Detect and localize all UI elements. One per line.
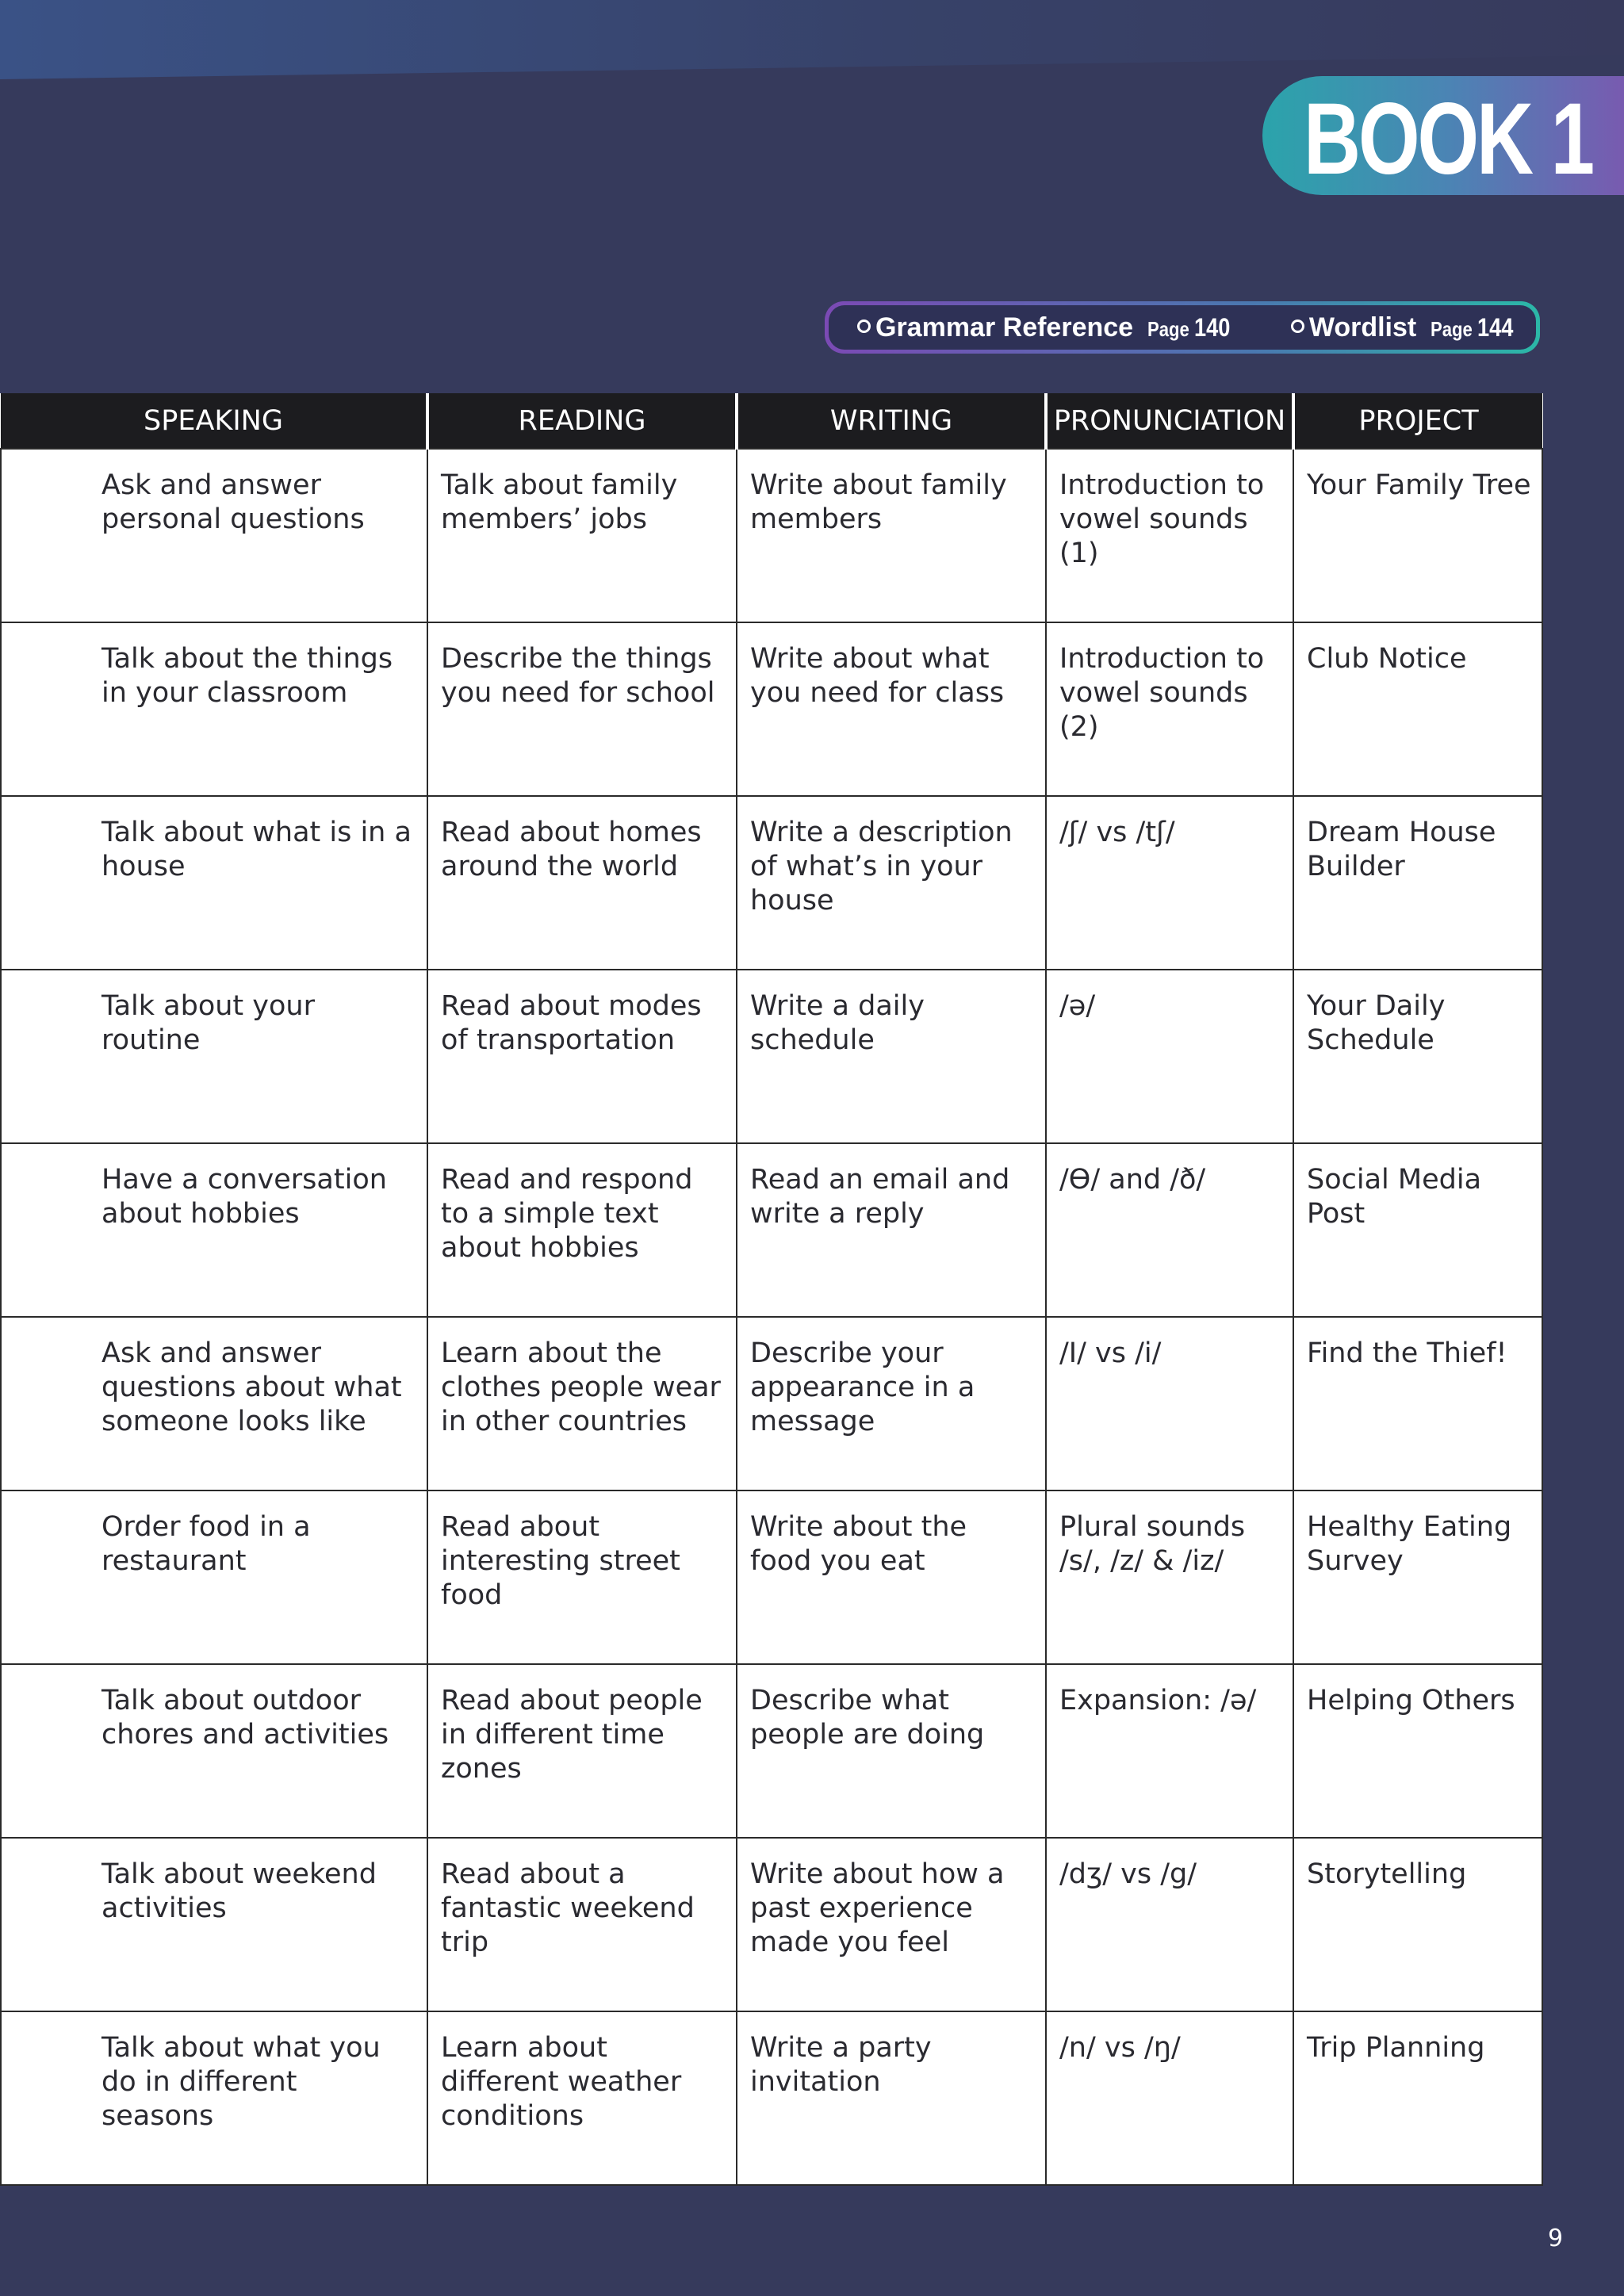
reference-bar-inner bbox=[829, 305, 1536, 350]
writing-cell: Describe your appearance in a message bbox=[737, 1317, 1046, 1490]
writing-cell: Read an email and write a reply bbox=[737, 1143, 1046, 1317]
book-title: BOOK 1 bbox=[1304, 82, 1593, 196]
syllabus-table bbox=[0, 393, 1543, 2186]
pronunciation-cell: /n/ vs /ŋ/ bbox=[1046, 2011, 1293, 2185]
grammar-reference-link[interactable] bbox=[857, 312, 1245, 343]
grammar-reference-label: Grammar Reference bbox=[875, 312, 1134, 342]
reading-cell: Read about modes of transportation bbox=[427, 970, 737, 1143]
writing-cell: Write about what you need for class bbox=[737, 622, 1046, 796]
project-cell: Dream House Builder bbox=[1293, 796, 1542, 970]
writing-cell: Write a party invitation bbox=[737, 2011, 1046, 2185]
speaking-cell: Talk about weekend activities bbox=[1, 1838, 427, 2011]
header-writing: WRITING bbox=[737, 393, 1046, 449]
pronunciation-cell: Plural sounds /s/, /z/ & /iz/ bbox=[1046, 1490, 1293, 1664]
project-cell: Find the Thief! bbox=[1293, 1317, 1542, 1490]
writing-cell: Write a daily schedule bbox=[737, 970, 1046, 1143]
speaking-cell: Talk about your routine bbox=[1, 970, 427, 1143]
header-reading: READING bbox=[427, 393, 737, 449]
reading-cell: Read about interesting street food bbox=[427, 1490, 737, 1664]
table-row bbox=[1, 2011, 1542, 2185]
reading-cell: Describe the things you need for school bbox=[427, 622, 737, 796]
wordlist-link[interactable] bbox=[1291, 312, 1528, 343]
pronunciation-cell: Introduction to vowel sounds (2) bbox=[1046, 622, 1293, 796]
project-cell: Helping Others bbox=[1293, 1664, 1542, 1838]
speaking-cell: Order food in a restaurant bbox=[1, 1490, 427, 1664]
project-cell: Trip Planning bbox=[1293, 2011, 1542, 2185]
table-row bbox=[1, 449, 1542, 622]
table-row bbox=[1, 622, 1542, 796]
table-row bbox=[1, 1838, 1542, 2011]
reading-cell: Read and respond to a simple text about hobbies bbox=[427, 1143, 737, 1317]
pronunciation-cell: /Ɵ/ and /ð/ bbox=[1046, 1143, 1293, 1317]
reading-cell: Learn about the clothes people wear in other countries bbox=[427, 1317, 737, 1490]
table-row bbox=[1, 1143, 1542, 1317]
speaking-cell: Ask and answer personal questions bbox=[1, 449, 427, 622]
reference-bar bbox=[825, 301, 1540, 354]
wordlist-page: Page 144 bbox=[1431, 312, 1514, 342]
reading-cell: Read about homes around the world bbox=[427, 796, 737, 970]
page-number: 9 bbox=[1548, 2225, 1564, 2252]
writing-cell: Write about how a past experience made you feel bbox=[737, 1838, 1046, 2011]
speaking-cell: Have a conversation about hobbies bbox=[1, 1143, 427, 1317]
project-cell: Club Notice bbox=[1293, 622, 1542, 796]
writing-cell: Write about the food you eat bbox=[737, 1490, 1046, 1664]
top-decorative-band bbox=[0, 0, 1624, 79]
circle-bullet-icon bbox=[1291, 320, 1304, 333]
pronunciation-cell: /ʃ/ vs /tʃ/ bbox=[1046, 796, 1293, 970]
speaking-cell: Talk about outdoor chores and activities bbox=[1, 1664, 427, 1838]
writing-cell: Write about family members bbox=[737, 449, 1046, 622]
book-badge bbox=[1262, 76, 1624, 195]
speaking-cell: Talk about what is in a house bbox=[1, 796, 427, 970]
writing-cell: Write a description of what’s in your house bbox=[737, 796, 1046, 970]
project-cell: Storytelling bbox=[1293, 1838, 1542, 2011]
reading-cell: Read about people in different time zones bbox=[427, 1664, 737, 1838]
writing-cell: Describe what people are doing bbox=[737, 1664, 1046, 1838]
header-pronunciation: PRONUNCIATION bbox=[1046, 393, 1293, 449]
project-cell: Your Daily Schedule bbox=[1293, 970, 1542, 1143]
grammar-reference-page: Page 140 bbox=[1147, 312, 1231, 342]
wordlist-label: Wordlist bbox=[1308, 312, 1417, 342]
header-speaking: SPEAKING bbox=[1, 393, 427, 449]
reading-cell: Read about a fantastic weekend trip bbox=[427, 1838, 737, 2011]
table-row bbox=[1, 796, 1542, 970]
pronunciation-cell: Introduction to vowel sounds (1) bbox=[1046, 449, 1293, 622]
table-row bbox=[1, 1490, 1542, 1664]
table-row bbox=[1, 1317, 1542, 1490]
table-row bbox=[1, 970, 1542, 1143]
reading-cell: Learn about different weather conditions bbox=[427, 2011, 737, 2185]
speaking-cell: Talk about the things in your classroom bbox=[1, 622, 427, 796]
project-cell: Social Media Post bbox=[1293, 1143, 1542, 1317]
pronunciation-cell: /ə/ bbox=[1046, 970, 1293, 1143]
circle-bullet-icon bbox=[857, 320, 871, 333]
speaking-cell: Talk about what you do in different seasons bbox=[1, 2011, 427, 2185]
reading-cell: Talk about family members’ jobs bbox=[427, 449, 737, 622]
pronunciation-cell: Expansion: /ə/ bbox=[1046, 1664, 1293, 1838]
project-cell: Your Family Tree bbox=[1293, 449, 1542, 622]
project-cell: Healthy Eating Survey bbox=[1293, 1490, 1542, 1664]
pronunciation-cell: /dʒ/ vs /g/ bbox=[1046, 1838, 1293, 2011]
table-row bbox=[1, 1664, 1542, 1838]
speaking-cell: Ask and answer questions about what someone looks like bbox=[1, 1317, 427, 1490]
table-header-row bbox=[1, 393, 1542, 449]
header-project: PROJECT bbox=[1293, 393, 1542, 449]
pronunciation-cell: /I/ vs /i/ bbox=[1046, 1317, 1293, 1490]
